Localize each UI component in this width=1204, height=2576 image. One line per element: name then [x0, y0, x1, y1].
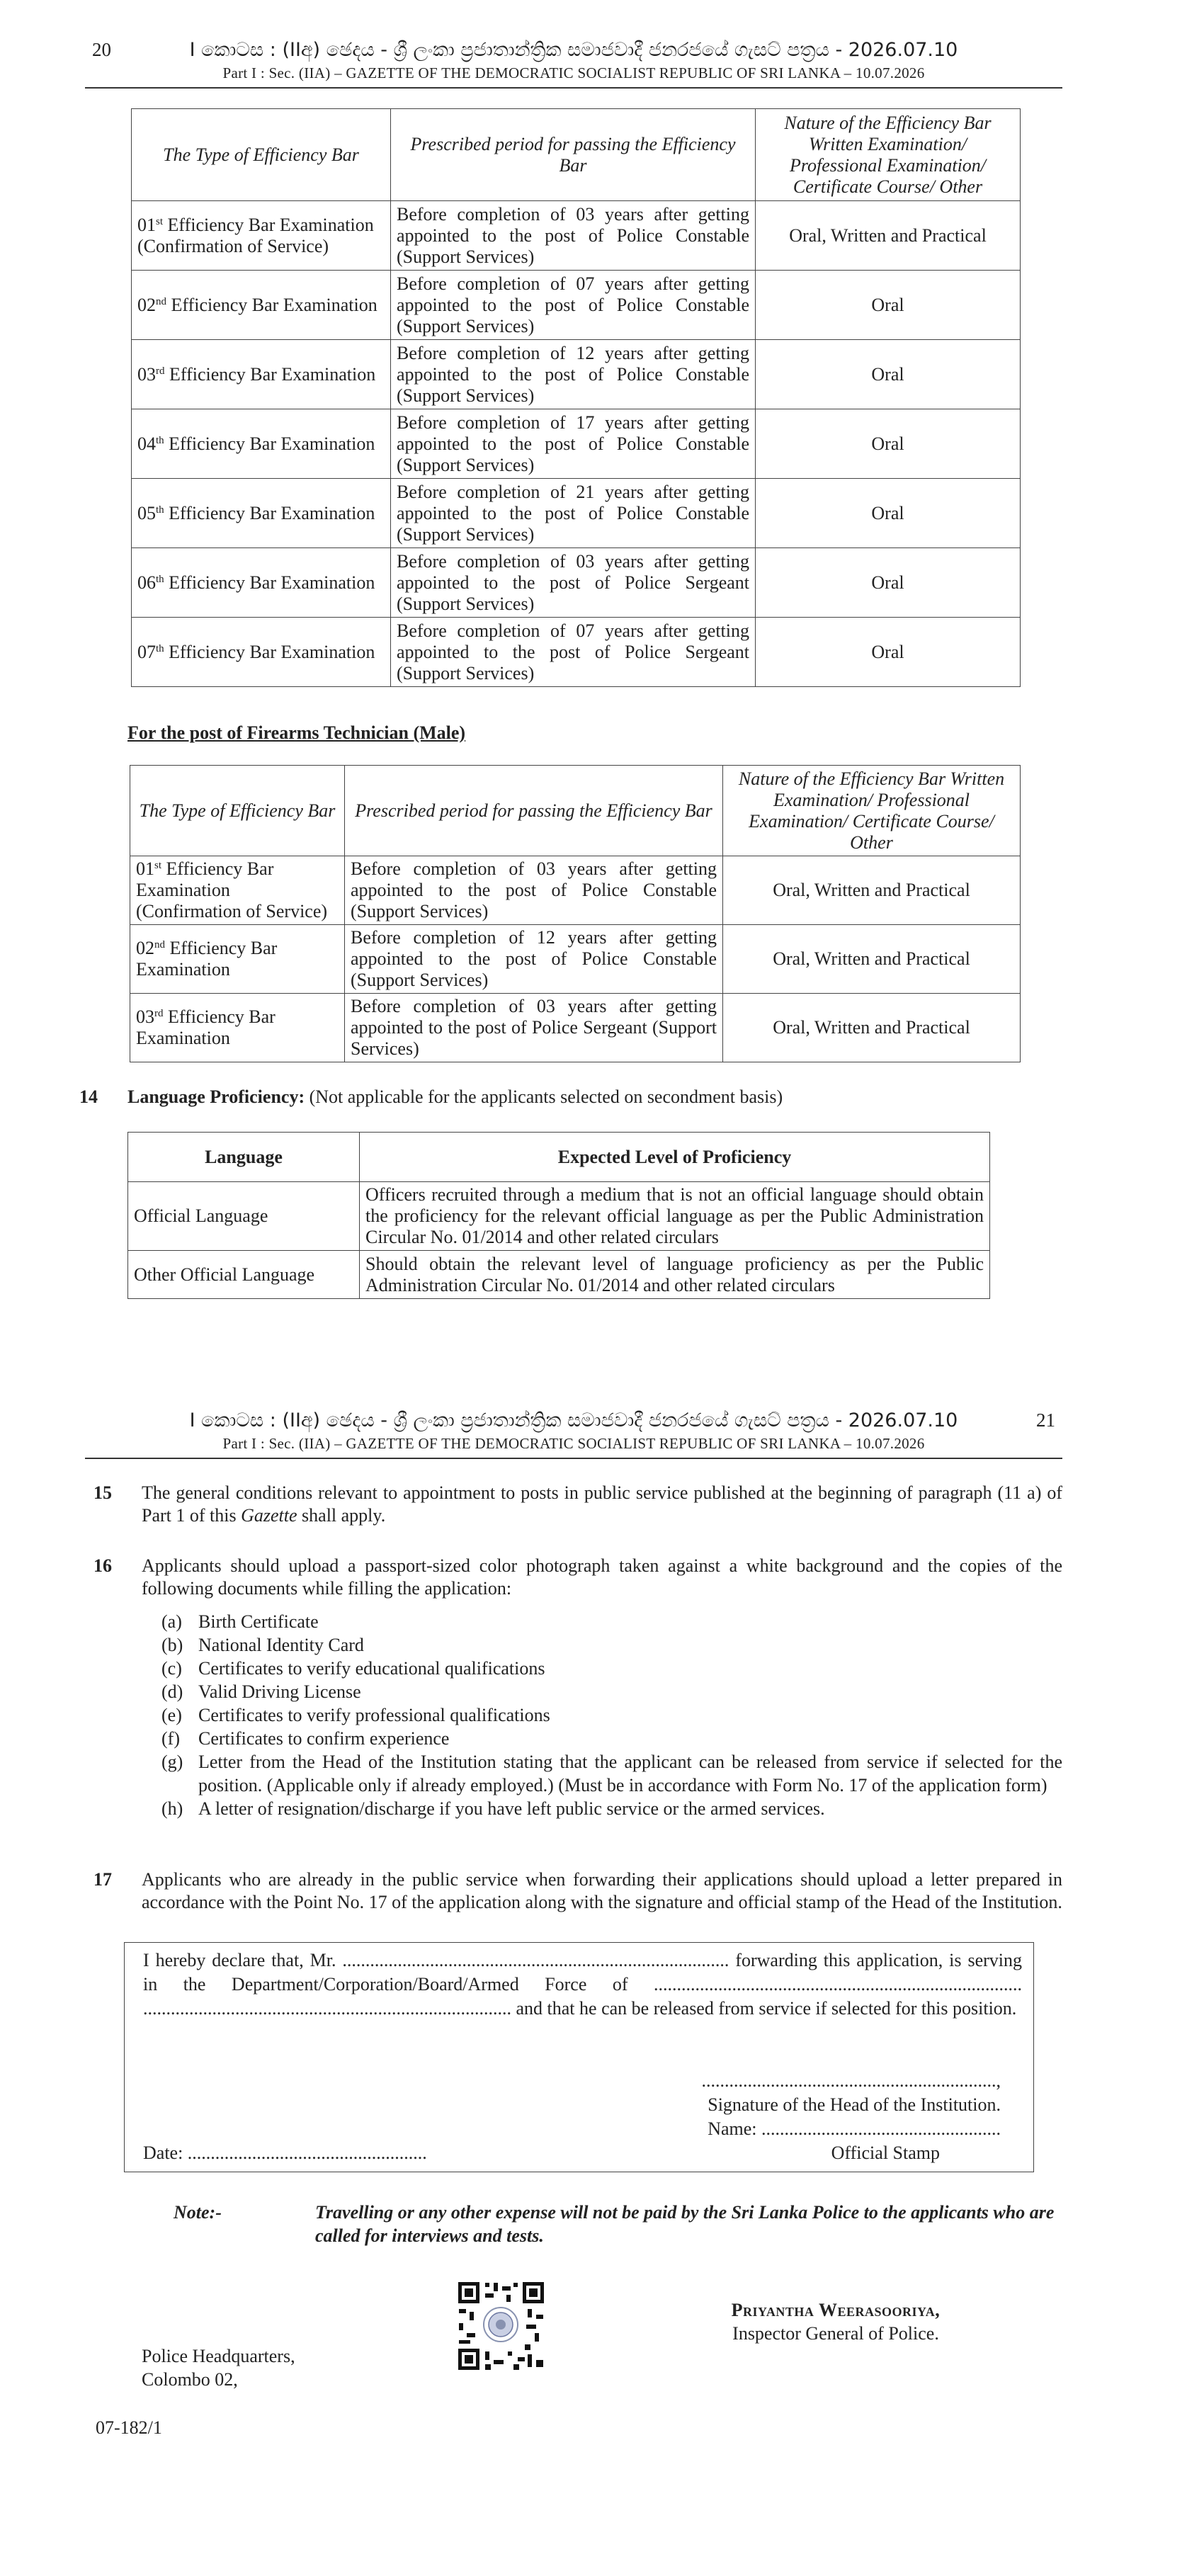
- ordinal-suffix: rd: [154, 1008, 164, 1019]
- section-number: 15: [93, 1482, 112, 1503]
- signature-line: ................................................................,: [701, 2070, 1001, 2091]
- note-label: Note:-: [174, 2202, 222, 2223]
- item-letter: (d): [161, 1681, 183, 1702]
- table-row: [132, 548, 1021, 618]
- gazette-page-21: [0, 1409, 1204, 2576]
- item-text: Letter from the Head of the Institution stating that the applicant can be released from service if selected for the position. (Applicable only if already employed.) (Must be in accordance with Form No. 17 of the application form): [198, 1752, 1062, 1795]
- bar-ordinal: 01: [137, 214, 156, 235]
- proficiency-cell: Should obtain the relevant level of language proficiency as per the Public Administration Circular No. 01/2014 and other related circulars: [360, 1251, 990, 1299]
- column-header-type: The Type of Efficiency Bar: [130, 766, 345, 856]
- bar-nature-cell: Oral: [756, 409, 1021, 479]
- table-row: [132, 201, 1021, 271]
- bar-ordinal: 03: [136, 1006, 154, 1027]
- signatory-block: [715, 2298, 956, 2345]
- item-letter: (f): [161, 1728, 180, 1749]
- bar-type-cell: [130, 925, 345, 994]
- bar-type-text: Efficiency Bar Examination: [169, 433, 375, 454]
- note-text: Travelling or any other expense will not be paid by the Sri Lanka Police to the applicants who are called for interviews and tests.: [315, 2202, 1055, 2246]
- bar-type-text: Efficiency Bar Examination (Confirmation of Service): [136, 858, 328, 921]
- bar-type-text: Efficiency Bar Examination: [169, 572, 375, 593]
- column-header-type: The Type of Efficiency Bar: [132, 109, 391, 201]
- name-label: Name: ....................................................: [708, 2118, 1001, 2139]
- bar-type-text: Efficiency Bar Examination: [136, 1006, 276, 1048]
- page-header: [85, 39, 1062, 89]
- bar-ordinal: 04: [137, 433, 156, 454]
- column-header-nature: Nature of the Efficiency Bar Written Examination/ Professional Examination/ Certificate Course/ Other: [756, 109, 1021, 201]
- item-letter: (e): [161, 1705, 182, 1725]
- section-text: (Not applicable for the applicants selected on secondment basis): [309, 1086, 783, 1107]
- table-row: [132, 479, 1021, 548]
- bar-type-cell: [132, 548, 391, 618]
- bar-ordinal: 07: [137, 641, 156, 662]
- prescribed-period-cell: Before completion of 21 years after getting appointed to the post of Police Constable (Support Services): [391, 479, 756, 548]
- bar-type-text: Efficiency Bar Examination (Confirmation of Service): [137, 214, 374, 256]
- header-rule: [85, 87, 1062, 89]
- section-15: [93, 1482, 1062, 1527]
- column-header-language: Language: [128, 1133, 360, 1182]
- table-row: [132, 340, 1021, 409]
- signatory-title: Inspector General of Police.: [732, 2323, 939, 2344]
- item-text: Certificates to verify professional qualifications: [198, 1705, 550, 1725]
- section-title: Language Proficiency:: [127, 1086, 305, 1107]
- section-text: Applicants who are already in the public service when forwarding their applications should upload a letter prepared in accordance with the Point No. 17 of the application along with the signature and official stamp of the Head of the Institution.: [142, 1869, 1062, 1912]
- ordinal-suffix: th: [156, 573, 164, 585]
- prescribed-period-cell: Before completion of 03 years after getting appointed to the post of Police Constable (Support Services): [345, 856, 723, 925]
- table-row: [132, 271, 1021, 340]
- section-number: 17: [93, 1869, 112, 1890]
- language-cell: Official Language: [128, 1182, 360, 1251]
- language-proficiency-table: [127, 1132, 990, 1299]
- proficiency-cell: Officers recruited through a medium that is not an official language should obtain the proficiency for the relevant official language as per the Public Administration Circular No. 01/2014 and other related circulars: [360, 1182, 990, 1251]
- list-item: [142, 1610, 1062, 1633]
- section-number: 16: [93, 1555, 112, 1576]
- bar-type-text: Efficiency Bar Examination: [136, 938, 278, 980]
- item-text: A letter of resignation/discharge if you have left public service or the armed services.: [198, 1798, 825, 1819]
- bar-type-cell: [132, 271, 391, 340]
- bar-type-text: Efficiency Bar Examination: [171, 294, 377, 315]
- column-header-period: Prescribed period for passing the Efficiency Bar: [345, 766, 723, 856]
- table-row: [128, 1182, 990, 1251]
- bar-type-cell: [130, 856, 345, 925]
- bar-nature-cell: Oral, Written and Practical: [723, 994, 1021, 1062]
- signatory-name: Priyantha Weerasooriya,: [731, 2300, 941, 2320]
- sinhala-header-title: I කොටස : (IIඅ) ඡෙදය - ශ්‍රී ලංකා ප්‍රජාතාන්ත්‍රික සමාජවාදී ජනරජයේ ගැසට් පත්‍රය - 2026.07.10: [189, 1409, 958, 1431]
- date-label: Date: ....................................................: [143, 2143, 427, 2163]
- list-item: [142, 1657, 1062, 1680]
- bar-ordinal: 03: [137, 363, 156, 385]
- bar-ordinal: 05: [137, 502, 156, 523]
- bar-ordinal: 06: [137, 572, 156, 593]
- item-letter: (g): [161, 1752, 183, 1772]
- prescribed-period-cell: Before completion of 17 years after getting appointed to the post of Police Constable (Support Services): [391, 409, 756, 479]
- bar-nature-cell: Oral: [756, 340, 1021, 409]
- bar-nature-cell: Oral, Written and Practical: [723, 856, 1021, 925]
- bar-type-cell: [132, 479, 391, 548]
- efficiency-bar-table-firearms-technician: [130, 765, 1021, 1062]
- table-row: [128, 1251, 990, 1299]
- item-letter: (a): [161, 1611, 182, 1632]
- table-row: [132, 409, 1021, 479]
- item-text: Certificates to confirm experience: [198, 1728, 450, 1749]
- ordinal-suffix: th: [156, 434, 164, 446]
- column-header-nature: Nature of the Efficiency Bar Written Examination/ Professional Examination/ Certificate Course/ Other: [723, 766, 1021, 856]
- column-header-proficiency: Expected Level of Proficiency: [360, 1133, 990, 1182]
- ordinal-suffix: nd: [154, 939, 165, 951]
- bar-type-cell: [132, 340, 391, 409]
- ordinal-suffix: st: [156, 215, 164, 227]
- prescribed-period-cell: Before completion of 03 years after getting appointed to the post of Police Sergeant (Support Services): [391, 548, 756, 618]
- english-header-title: Part I : Sec. (IIA) – GAZETTE OF THE DEMOCRATIC SOCIALIST REPUBLIC OF SRI LANKA – 10.07.2026: [222, 1435, 925, 1452]
- ordinal-suffix: th: [156, 504, 164, 516]
- declaration-form-box: [124, 1942, 1034, 2172]
- bar-type-text: Efficiency Bar Examination: [169, 363, 376, 385]
- item-letter: (h): [161, 1798, 183, 1819]
- prescribed-period-cell: Before completion of 03 years after getting appointed to the post of Police Constable (Support Services): [391, 201, 756, 271]
- item-text: Certificates to verify educational qualifications: [198, 1658, 545, 1679]
- bar-ordinal: 02: [136, 938, 154, 958]
- table-row: [130, 925, 1021, 994]
- list-item: [142, 1750, 1062, 1797]
- table-row: [132, 618, 1021, 687]
- sinhala-header-title: I කොටස : (IIඅ) ඡෙදය - ශ්‍රී ලංකා ප්‍රජාතාන්ත්‍රික සමාජවාදී ජනරජයේ ගැසට් පත්‍රය - 2026.07.10: [189, 39, 958, 61]
- bar-type-cell: [132, 409, 391, 479]
- bar-nature-cell: Oral: [756, 618, 1021, 687]
- list-item: [142, 1633, 1062, 1657]
- bar-nature-cell: Oral, Written and Practical: [723, 925, 1021, 994]
- section-text: The general conditions relevant to appointment to posts in public service published at the beginning of paragraph (11 a) of Part 1 of this: [142, 1482, 1062, 1526]
- efficiency-bar-table-support-services: [131, 108, 1021, 687]
- firearms-technician-heading: For the post of Firearms Technician (Male): [127, 722, 466, 743]
- language-cell: Other Official Language: [128, 1251, 360, 1299]
- bar-type-text: Efficiency Bar Examination: [169, 502, 375, 523]
- ordinal-suffix: th: [156, 642, 164, 654]
- signature-label: Signature of the Head of the Institution.: [708, 2094, 1001, 2115]
- section-14: [79, 1086, 1062, 1108]
- section-text: Applicants should upload a passport-sized color photograph taken against a white background and the copies of the following documents while filling the application:: [142, 1555, 1062, 1599]
- bar-type-cell: [132, 201, 391, 271]
- item-letter: (c): [161, 1658, 182, 1679]
- section-17: [93, 1868, 1062, 1914]
- list-item: [142, 1703, 1062, 1727]
- address-line-1: Police Headquarters,: [142, 2346, 295, 2366]
- ordinal-suffix: nd: [156, 295, 166, 307]
- section-16: [93, 1555, 1062, 1820]
- list-item: [142, 1680, 1062, 1703]
- prescribed-period-cell: Before completion of 07 years after getting appointed to the post of Police Constable (Support Services): [391, 271, 756, 340]
- qr-code-icon: [457, 2281, 545, 2371]
- page-number: 21: [1036, 1409, 1055, 1431]
- declaration-text: I hereby declare that, Mr. .................................................................................... forwarding this application, is serving in the Department/Corporation/Board/Armed Force of ................................................................................ ................................................................................ and that he can be released from service if selected for this position.: [143, 1950, 1022, 2019]
- bar-nature-cell: Oral: [756, 548, 1021, 618]
- page-header: [85, 1409, 1062, 1459]
- english-header-title: Part I : Sec. (IIA) – GAZETTE OF THE DEMOCRATIC SOCIALIST REPUBLIC OF SRI LANKA – 10.07.2026: [222, 64, 925, 81]
- bar-ordinal: 01: [136, 858, 154, 879]
- gazette-word: Gazette: [241, 1505, 297, 1526]
- list-item: [142, 1727, 1062, 1750]
- ordinal-suffix: st: [154, 860, 162, 871]
- prescribed-period-cell: Before completion of 03 years after getting appointed to the post of Police Sergeant (Support Services): [345, 994, 723, 1062]
- item-text: Birth Certificate: [198, 1611, 319, 1632]
- prescribed-period-cell: Before completion of 07 years after getting appointed to the post of Police Sergeant (Support Services): [391, 618, 756, 687]
- table-row: [130, 994, 1021, 1062]
- header-rule: [85, 1458, 1062, 1459]
- table-row: [130, 856, 1021, 925]
- section-text-end: shall apply.: [302, 1505, 386, 1526]
- reference-number: 07-182/1: [96, 2417, 162, 2438]
- bar-nature-cell: Oral: [756, 479, 1021, 548]
- list-item: [142, 1797, 1062, 1820]
- bar-type-cell: [132, 618, 391, 687]
- item-letter: (b): [161, 1635, 183, 1655]
- address-line-2: Colombo 02,: [142, 2369, 238, 2390]
- bar-ordinal: 02: [137, 294, 156, 315]
- prescribed-period-cell: Before completion of 12 years after getting appointed to the post of Police Constable (Support Services): [391, 340, 756, 409]
- address-block: [142, 2344, 295, 2391]
- section-number: 14: [79, 1086, 98, 1107]
- prescribed-period-cell: Before completion of 12 years after getting appointed to the post of Police Constable (Support Services): [345, 925, 723, 994]
- official-stamp-label: Official Stamp: [831, 2143, 940, 2163]
- item-text: Valid Driving License: [198, 1681, 361, 1702]
- bar-nature-cell: Oral, Written and Practical: [756, 201, 1021, 271]
- ordinal-suffix: rd: [156, 365, 165, 377]
- bar-type-text: Efficiency Bar Examination: [169, 641, 375, 662]
- item-text: National Identity Card: [198, 1635, 364, 1655]
- page-number: 20: [92, 39, 111, 60]
- bar-nature-cell: Oral: [756, 271, 1021, 340]
- required-documents-list: [142, 1610, 1062, 1820]
- bar-type-cell: [130, 994, 345, 1062]
- column-header-period: Prescribed period for passing the Efficiency Bar: [391, 109, 756, 201]
